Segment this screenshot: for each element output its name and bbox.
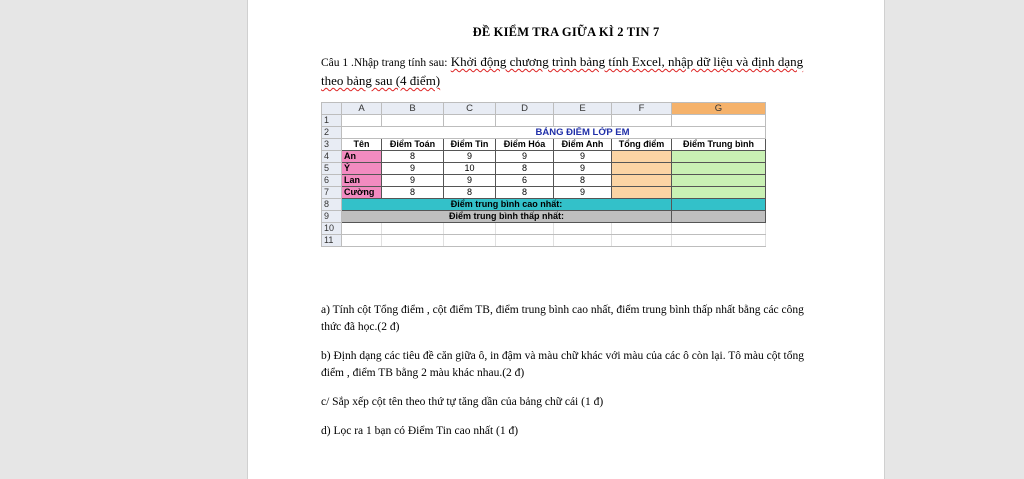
- student-name: An: [342, 151, 382, 163]
- item-d: d) Lọc ra 1 bạn có Điểm Tin cao nhất (1 đ): [321, 425, 519, 437]
- header-toan: Điểm Toán: [382, 139, 444, 151]
- score-anh: 9: [554, 187, 612, 199]
- max-row: [322, 199, 766, 211]
- row-number: 10: [322, 223, 342, 235]
- score-tin: 9: [444, 151, 496, 163]
- average-cell: [672, 151, 766, 163]
- header-name: Tên: [342, 139, 382, 151]
- min-average-label: Điểm trung bình thấp nhất:: [342, 211, 672, 223]
- column-letter: F: [612, 103, 672, 115]
- score-toan: 8: [382, 151, 444, 163]
- student-name: Lan: [342, 175, 382, 187]
- score-toan: 9: [382, 175, 444, 187]
- header-tin: Điểm Tin: [444, 139, 496, 151]
- average-cell: [672, 187, 766, 199]
- row-number: 1: [322, 115, 342, 127]
- row-number: 7: [322, 187, 342, 199]
- item-a: a) Tính cột Tổng điểm , cột điểm TB, điểm trung bình cao nhất, điểm trung bình thấp nhất bằng các công thức đã học.(2 đ): [321, 304, 804, 333]
- row-number: 2: [322, 127, 342, 139]
- score-anh: 9: [554, 151, 612, 163]
- item-b: b) Định dạng các tiêu đề căn giữa ô, in đậm và màu chữ khác với màu của các ô còn lại. Tô màu cột tổng điểm , điểm TB bằng 2 màu khác nhau.(2 đ): [321, 350, 804, 379]
- column-letter: C: [444, 103, 496, 115]
- row-number: 5: [322, 163, 342, 175]
- question-1-text: Khởi động chương trình bảng tính Excel, nhập dữ liệu và định dạng theo bảng sau (4 điểm): [321, 54, 804, 88]
- document-page: [247, 0, 885, 479]
- column-header-row: [322, 103, 766, 115]
- score-anh: 8: [554, 175, 612, 187]
- header-hoa: Điểm Hóa: [496, 139, 554, 151]
- min-row: [322, 211, 766, 223]
- header-row: [322, 139, 766, 151]
- score-toan: 9: [382, 163, 444, 175]
- header-total: Tổng điểm: [612, 139, 672, 151]
- header-average: Điểm Trung bình: [672, 139, 766, 151]
- min-average-value: [672, 211, 766, 223]
- row-number: 6: [322, 175, 342, 187]
- student-name: Ý: [342, 163, 382, 175]
- sheet-row: [322, 235, 766, 247]
- average-cell: [672, 163, 766, 175]
- score-hoa: 8: [496, 187, 554, 199]
- corner-cell: [322, 103, 342, 115]
- document-title: ĐỀ KIỂM TRA GIỮA KÌ 2 TIN 7: [472, 25, 660, 39]
- sheet-row: [322, 127, 766, 139]
- max-average-label: Điểm trung bình cao nhất:: [342, 199, 672, 211]
- total-cell: [612, 163, 672, 175]
- score-hoa: 9: [496, 151, 554, 163]
- table-row: [322, 175, 766, 187]
- row-number: 9: [322, 211, 342, 223]
- score-hoa: 8: [496, 163, 554, 175]
- question-1-lead: Câu 1 .Nhập trang tính sau:: [321, 57, 448, 69]
- column-letter: E: [554, 103, 612, 115]
- question-1: [321, 53, 821, 90]
- total-cell: [612, 175, 672, 187]
- sheet-row: [322, 115, 766, 127]
- column-letter: B: [382, 103, 444, 115]
- score-tin: 8: [444, 187, 496, 199]
- max-average-value: [672, 199, 766, 211]
- sheet-caption: BẢNG ĐIỂM LỚP EM: [342, 127, 766, 139]
- score-tin: 9: [444, 175, 496, 187]
- total-cell: [612, 151, 672, 163]
- column-letter: A: [342, 103, 382, 115]
- row-number: 11: [322, 235, 342, 247]
- score-tin: 10: [444, 163, 496, 175]
- header-anh: Điểm Anh: [554, 139, 612, 151]
- row-number: 4: [322, 151, 342, 163]
- score-anh: 9: [554, 163, 612, 175]
- table-row: [322, 163, 766, 175]
- column-letter: G: [672, 103, 766, 115]
- column-letter: D: [496, 103, 554, 115]
- row-number: 8: [322, 199, 342, 211]
- sheet-row: [322, 223, 766, 235]
- table-row: [322, 151, 766, 163]
- student-name: Cường: [342, 187, 382, 199]
- score-toan: 8: [382, 187, 444, 199]
- total-cell: [612, 187, 672, 199]
- spreadsheet-image: [321, 102, 766, 247]
- average-cell: [672, 175, 766, 187]
- table-row: [322, 187, 766, 199]
- score-hoa: 6: [496, 175, 554, 187]
- item-c: c/ Sắp xếp cột tên theo thứ tự tăng dần của bảng chữ cái (1 đ): [321, 396, 604, 408]
- row-number: 3: [322, 139, 342, 151]
